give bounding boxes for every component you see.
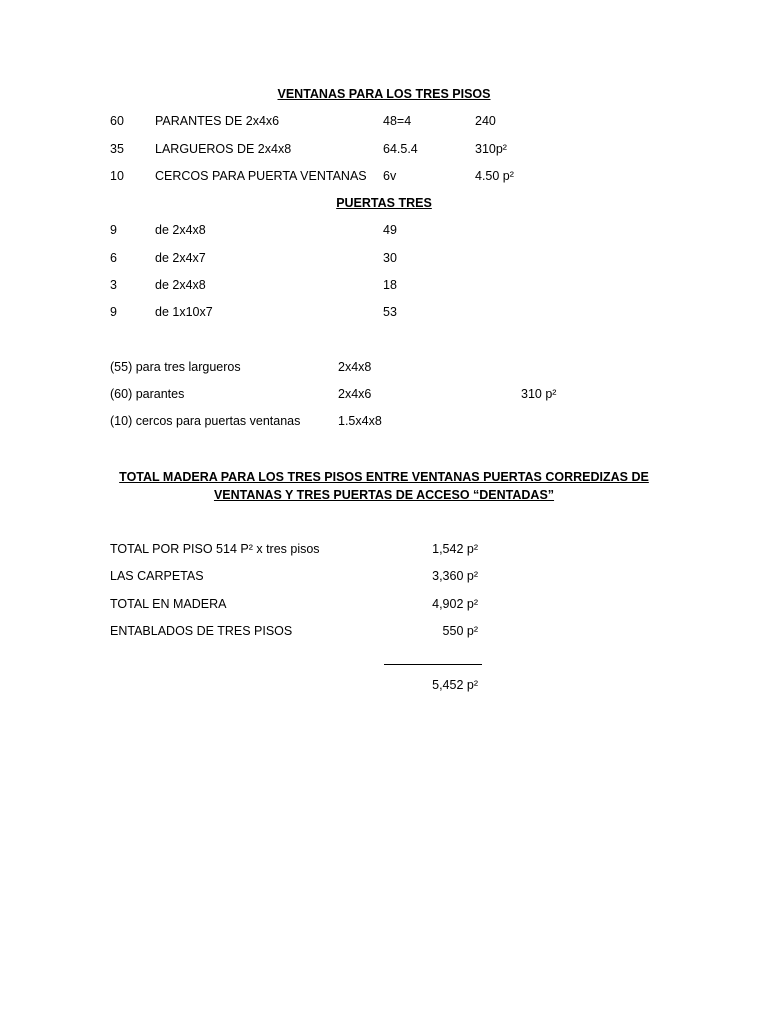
s3-row2-size: 2x4x6	[338, 387, 372, 401]
s2-row3-desc: de 2x4x8	[155, 278, 206, 292]
s2-row3-c3: 18	[383, 278, 397, 292]
s2-row2-desc: de 2x4x7	[155, 251, 206, 265]
section1-title: VENTANAS PARA LOS TRES PISOS	[277, 87, 491, 101]
grand-total-value: 5,452 p²	[432, 678, 478, 692]
s1-row1-c3: 48=4	[383, 114, 412, 128]
s1-row3-c3: 6v	[383, 169, 397, 183]
total-title-line1: TOTAL MADERA PARA LOS TRES PISOS ENTRE VENTANAS PUERTAS CORREDIZAS DE	[119, 470, 649, 484]
s1-row2-qty: 35	[110, 142, 124, 156]
s3-row1-desc: (55) para tres largueros	[110, 360, 241, 374]
sum-divider-line	[384, 664, 482, 665]
s1-row3-qty: 10	[110, 169, 124, 183]
s2-row1-c3: 49	[383, 223, 397, 237]
s3-row2-desc: (60) parantes	[110, 387, 185, 401]
s2-row4-qty: 9	[110, 305, 117, 319]
s2-row2-qty: 6	[110, 251, 117, 265]
total-row1-value: 1,542 p²	[432, 542, 478, 556]
s1-row1-qty: 60	[110, 114, 124, 128]
s2-row4-c3: 53	[383, 305, 397, 319]
s1-row2-desc: LARGUEROS DE 2x4x8	[155, 142, 292, 156]
total-row2-value: 3,360 p²	[432, 569, 478, 583]
total-row4-label: ENTABLADOS DE TRES PISOS	[110, 624, 293, 638]
s2-row4-desc: de 1x10x7	[155, 305, 213, 319]
s1-row1-desc: PARANTES DE 2x4x6	[155, 114, 280, 128]
s2-row3-qty: 3	[110, 278, 117, 292]
s1-row2-c3: 64.5.4	[383, 142, 418, 156]
s3-row1-size: 2x4x8	[338, 360, 372, 374]
total-row1-label: TOTAL POR PISO 514 P² x tres pisos	[110, 542, 320, 556]
s2-row1-desc: de 2x4x8	[155, 223, 206, 237]
total-row3-value: 4,902 p²	[432, 597, 478, 611]
s2-row1-qty: 9	[110, 223, 117, 237]
s1-row3-desc: CERCOS PARA PUERTA VENTANAS	[155, 169, 367, 183]
s2-row2-c3: 30	[383, 251, 397, 265]
s1-row1-c4: 240	[475, 114, 496, 128]
total-row4-value: 550 p²	[442, 624, 478, 638]
s3-row3-size: 1.5x4x8	[338, 414, 382, 428]
s3-row3-desc: (10) cercos para puertas ventanas	[110, 414, 301, 428]
total-row3-label: TOTAL EN MADERA	[110, 597, 227, 611]
total-row2-label: LAS CARPETAS	[110, 569, 204, 583]
s3-row2-extra: 310 p²	[521, 387, 557, 401]
s1-row2-c4: 310p²	[475, 142, 507, 156]
total-title-line2: VENTANAS Y TRES PUERTAS DE ACCESO “DENTADAS”	[213, 488, 555, 502]
section2-title: PUERTAS TRES	[336, 196, 432, 210]
s1-row3-c4: 4.50 p²	[475, 169, 514, 183]
